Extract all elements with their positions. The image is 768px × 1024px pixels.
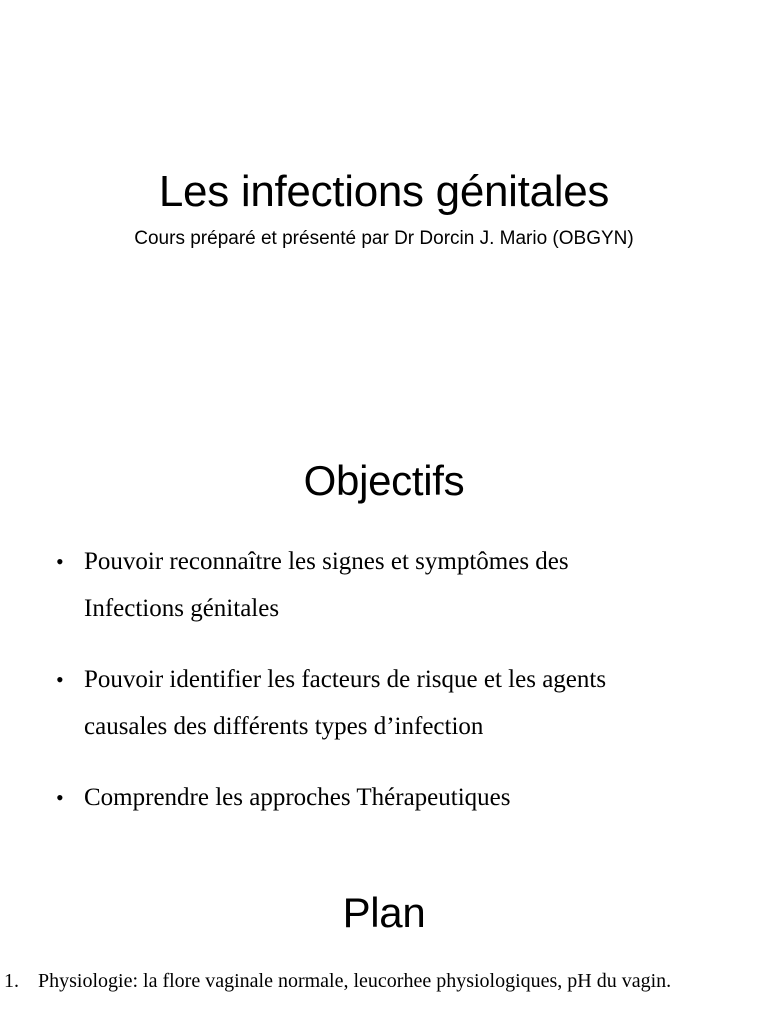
bullet-icon: • [56, 785, 64, 810]
objective-text-line: Pouvoir identifier les facteurs de risque et les agents [84, 666, 607, 693]
objective-item [56, 774, 736, 821]
bullet-icon: • [56, 549, 64, 574]
objective-text-line: Pouvoir reconnaître les signes et symptômes des [84, 548, 569, 575]
objective-text-line: Infections génitales [84, 595, 280, 622]
document-subtitle: Cours préparé et présenté par Dr Dorcin J. Mario (OBGYN) [134, 228, 634, 249]
objective-item [56, 656, 736, 750]
bullet-icon: • [56, 667, 64, 692]
document-title: Les infections génitales [158, 167, 610, 216]
plan-list [4, 968, 744, 994]
objectives-list [56, 538, 736, 821]
objectives-heading: Objectifs [303, 457, 465, 504]
objective-text-line: causales des différents types d’infection [84, 713, 484, 740]
plan-heading: Plan [342, 889, 426, 936]
objective-item [56, 538, 736, 632]
title-slide [0, 0, 768, 300]
plan-item-text: Physiologie: la flore vaginale normale, leucorhee physiologiques, pH du vagin. [38, 970, 672, 992]
plan-item [4, 968, 744, 994]
objective-text-line: Comprendre les approches Thérapeutiques [84, 784, 511, 811]
plan-item-number: 1. [4, 970, 19, 992]
